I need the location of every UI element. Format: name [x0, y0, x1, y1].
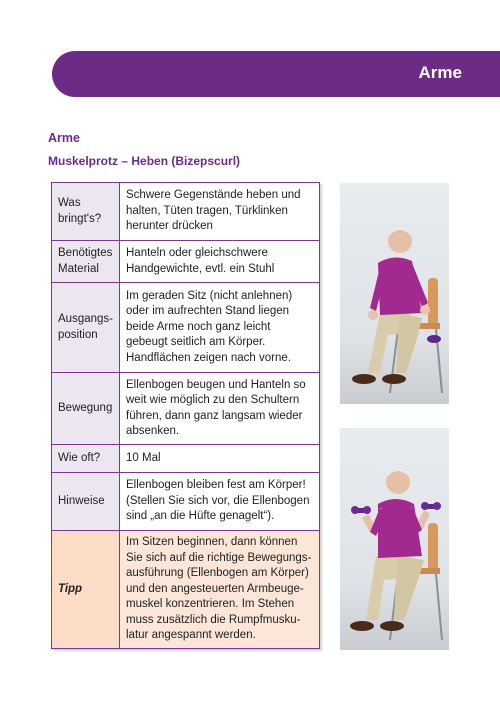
table-row: [52, 373, 320, 445]
row-label: Bewegung: [52, 373, 120, 445]
photo-movement: [340, 428, 449, 650]
section-title: Arme: [48, 131, 80, 145]
row-value: Schwere Gegenstände heben und halten, Tüten tragen, Türklinken herunter drücken: [120, 183, 320, 241]
exercise-table: [51, 182, 320, 649]
header-banner: [52, 51, 500, 97]
table-row: [52, 445, 320, 473]
photo-start-position: [340, 183, 449, 404]
row-label: Wie oft?: [52, 445, 120, 473]
exercise-title: Muskelprotz – Heben (Bizepscurl): [48, 154, 241, 168]
table-row: [52, 241, 320, 283]
row-value: Ellenbogen beugen und Hanteln so weit wie möglich zu den Schultern führen, dann ganz langsam wieder absenken.: [120, 373, 320, 445]
row-label: Hinweise: [52, 473, 120, 531]
table-row-tipp: [52, 531, 320, 649]
row-label: Tipp: [52, 531, 120, 649]
table-row: [52, 183, 320, 241]
row-label: Benötigtes Material: [52, 241, 120, 283]
row-label: Ausgangsposition: [52, 283, 120, 373]
banner-title: Arme: [418, 63, 462, 82]
row-value: Hanteln oder gleichschwere Handgewichte, evtl. ein Stuhl: [120, 241, 320, 283]
table-row: [52, 473, 320, 531]
row-value: Im Sitzen beginnen, dann können Sie sich auf die richtige Bewegungsausführung (Ellenbogen am Körper) und den angesteuerten Armbeugemuskel konzentrieren. Im Stehen muss zusätzlich die Rumpfmuskulatur angespannt werden.: [120, 531, 320, 649]
table-row: [52, 283, 320, 373]
row-value: Im geraden Sitz (nicht anlehnen) oder im aufrechten Stand liegen beide Arme noch ganz leicht gebeugt seitlich am Körper. Handflächen zeigen nach vorne.: [120, 283, 320, 373]
row-value: 10 Mal: [120, 445, 320, 473]
row-label: Was bringt's?: [52, 183, 120, 241]
row-value: Ellenbogen bleiben fest am Körper! (Stellen Sie sich vor, die Ellenbogen sind „an die Hüfte genagelt“).: [120, 473, 320, 531]
